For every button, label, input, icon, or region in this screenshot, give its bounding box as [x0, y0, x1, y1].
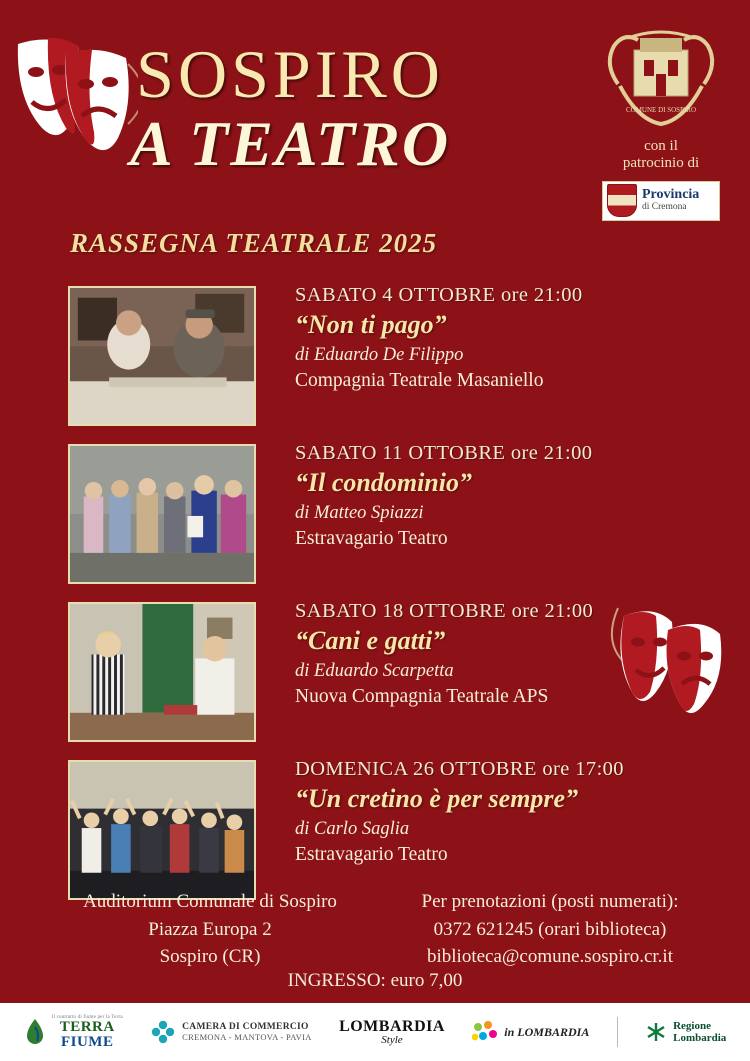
sponsor-regione-lombardia	[645, 1020, 726, 1044]
booking-line-1: Per prenotazioni (posti numerati):	[421, 891, 679, 912]
masked-ensemble-photo	[70, 446, 254, 582]
svg-text:COMUNE DI SOSPIRO: COMUNE DI SOSPIRO	[625, 106, 697, 114]
lombardia-style-line-1: LOMBARDIA	[339, 1017, 445, 1035]
show-photo-4	[68, 760, 256, 900]
show-title: “Non ti pago”	[295, 310, 447, 339]
cast-bow-on-stage-photo	[70, 762, 254, 898]
sponsor-camera-commercio	[150, 1019, 312, 1045]
poster-tagline: RASSEGNA TEATRALE 2025	[70, 228, 438, 258]
sponsor-in-lombardia	[472, 1021, 589, 1043]
two-actors-green-curtain-photo	[70, 604, 254, 740]
patronage-line-2: patrocinio di	[622, 155, 700, 172]
venue-line-3: Sospiro (CR)	[159, 946, 261, 968]
show-title: “Il condominio”	[295, 468, 472, 497]
show-photo-2	[68, 444, 256, 584]
show-author: di Eduardo Scarpetta	[295, 661, 454, 681]
show-company: Compagnia Teatrale Masaniello	[295, 370, 544, 391]
show-author: di Carlo Saglia	[295, 819, 410, 839]
poster-title-sub: A TEATRO	[129, 108, 451, 179]
booking-phone: 0372 621245 (orari biblioteca)	[433, 918, 667, 940]
camera-commercio-line-1: CAMERA DI COMMERCIO	[182, 1022, 309, 1032]
poster-title-main: SOSPIRO	[136, 36, 444, 112]
poster-title-block	[0, 36, 580, 179]
terra-fiume-icon	[24, 1017, 46, 1047]
in-lombardia-label: in LOMBARDIA	[504, 1024, 590, 1039]
sponsor-bar	[0, 1003, 750, 1061]
regione-lombardia-rose-icon	[645, 1021, 667, 1043]
provincia-cremona-logo	[602, 181, 720, 221]
show-title: “Un cretino è per sempre”	[295, 784, 579, 813]
show-author: di Matteo Spiazzi	[295, 503, 424, 523]
show-company: Estravagario Teatro	[295, 844, 448, 865]
show-photo-3	[68, 602, 256, 742]
show-company: Estravagario Teatro	[295, 528, 448, 549]
comune-crest-icon	[598, 24, 724, 134]
in-lombardia-icon	[472, 1021, 498, 1043]
terra-fiume-motto: Il contratto di fiume per la Terra	[51, 1014, 123, 1020]
theatre-masks-secondary-icon	[610, 600, 740, 730]
two-actors-at-table-photo	[70, 288, 254, 424]
patronage-line-1: con il	[644, 138, 678, 154]
show-date: SABATO 18 OTTOBRE ore 21:00	[295, 600, 594, 622]
sponsor-terra-fiume	[24, 1015, 123, 1050]
list-item	[0, 444, 750, 596]
lombardia-style-line-2: Style	[381, 1033, 403, 1046]
regione-line-1: Regione	[673, 1019, 711, 1032]
show-author: di Eduardo De Filippo	[295, 345, 464, 365]
camera-commercio-line-2: CREMONA - MANTOVA - PAVIA	[182, 1032, 312, 1042]
provincia-shield-icon	[607, 184, 637, 217]
camera-commercio-icon	[150, 1019, 176, 1045]
venue-info	[60, 888, 360, 971]
show-title: “Cani e gatti”	[295, 626, 446, 655]
venue-line-2: Piazza Europa 2	[148, 918, 272, 940]
show-photo-1	[68, 286, 256, 426]
sponsor-lombardia-style	[339, 1019, 445, 1046]
venue-line-1: Auditorium Comunale di Sospiro	[83, 891, 337, 912]
show-date: SABATO 4 OTTOBRE ore 21:00	[295, 284, 583, 306]
regione-line-2: Lombardia	[673, 1032, 727, 1044]
sponsor-divider	[617, 1017, 618, 1047]
show-date: DOMENICA 26 OTTOBRE ore 17:00	[295, 758, 624, 780]
list-item	[0, 286, 750, 438]
booking-email[interactable]: biblioteca@comune.sospiro.cr.it	[427, 946, 673, 968]
provincia-sub: di Cremona	[642, 201, 687, 212]
booking-info	[380, 888, 720, 971]
ticket-price: INGRESSO: euro 7,00	[287, 970, 463, 991]
show-company: Nuova Compagnia Teatrale APS	[295, 686, 549, 707]
show-date: SABATO 11 OTTOBRE ore 21:00	[295, 442, 593, 464]
patronage-block	[596, 24, 726, 221]
provincia-name: Provincia	[642, 187, 700, 203]
terra-fiume-line-2: FIUME	[60, 1033, 114, 1050]
terra-fiume-line-1: TERRA	[59, 1018, 115, 1035]
